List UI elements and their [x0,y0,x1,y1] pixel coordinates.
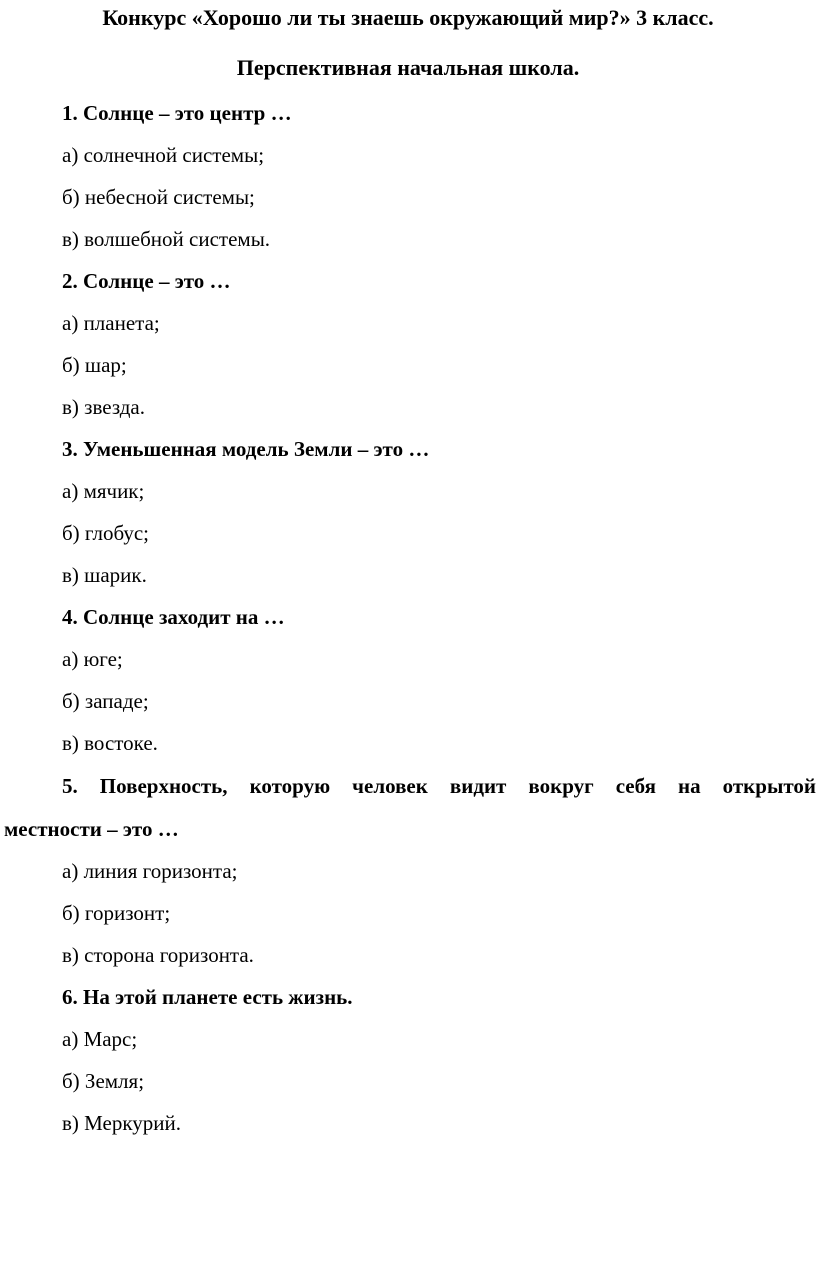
question-2-option-a: а) планета; [62,311,160,335]
question-1-option-b: б) небесной системы; [62,185,255,209]
question-3-option-c: в) шарик. [62,563,147,587]
question-5-line-2: местности – это … [4,817,179,841]
question-5-option-a: а) линия горизонта; [62,859,238,883]
question-1: 1. Солнце – это центр … [62,101,292,125]
question-1-option-a: а) солнечной системы; [62,143,265,167]
question-6-option-a: а) Марс; [62,1027,138,1051]
question-6-option-b: б) Земля; [62,1069,145,1093]
question-6-option-c: в) Меркурий. [62,1111,182,1135]
question-2-option-c: в) звезда. [62,395,145,419]
question-2: 2. Солнце – это … [62,269,231,293]
question-3: 3. Уменьшенная модель Земли – это … [62,437,430,461]
question-6: 6. На этой планете есть жизнь. [62,985,353,1009]
question-2-option-b: б) шар; [62,353,127,377]
question-5-option-c: в) сторона горизонта. [62,943,254,967]
question-4-option-c: в) востоке. [62,731,158,755]
question-4-option-b: б) западе; [62,689,149,713]
question-4: 4. Солнце заходит на … [62,605,285,629]
question-4-option-a: а) юге; [62,647,123,671]
question-5-line-1: 5. Поверхность, которую человек видит вокруг себя на открытой [62,774,816,798]
question-3-option-a: а) мячик; [62,479,145,503]
question-3-option-b: б) глобус; [62,521,149,545]
question-1-option-c: в) волшебной системы. [62,227,271,251]
page-title: Конкурс «Хорошо ли ты знаешь окружающий мир?» 3 класс. [102,5,714,30]
page-subtitle: Перспективная начальная школа. [236,55,580,80]
question-5-option-b: б) горизонт; [62,901,171,925]
